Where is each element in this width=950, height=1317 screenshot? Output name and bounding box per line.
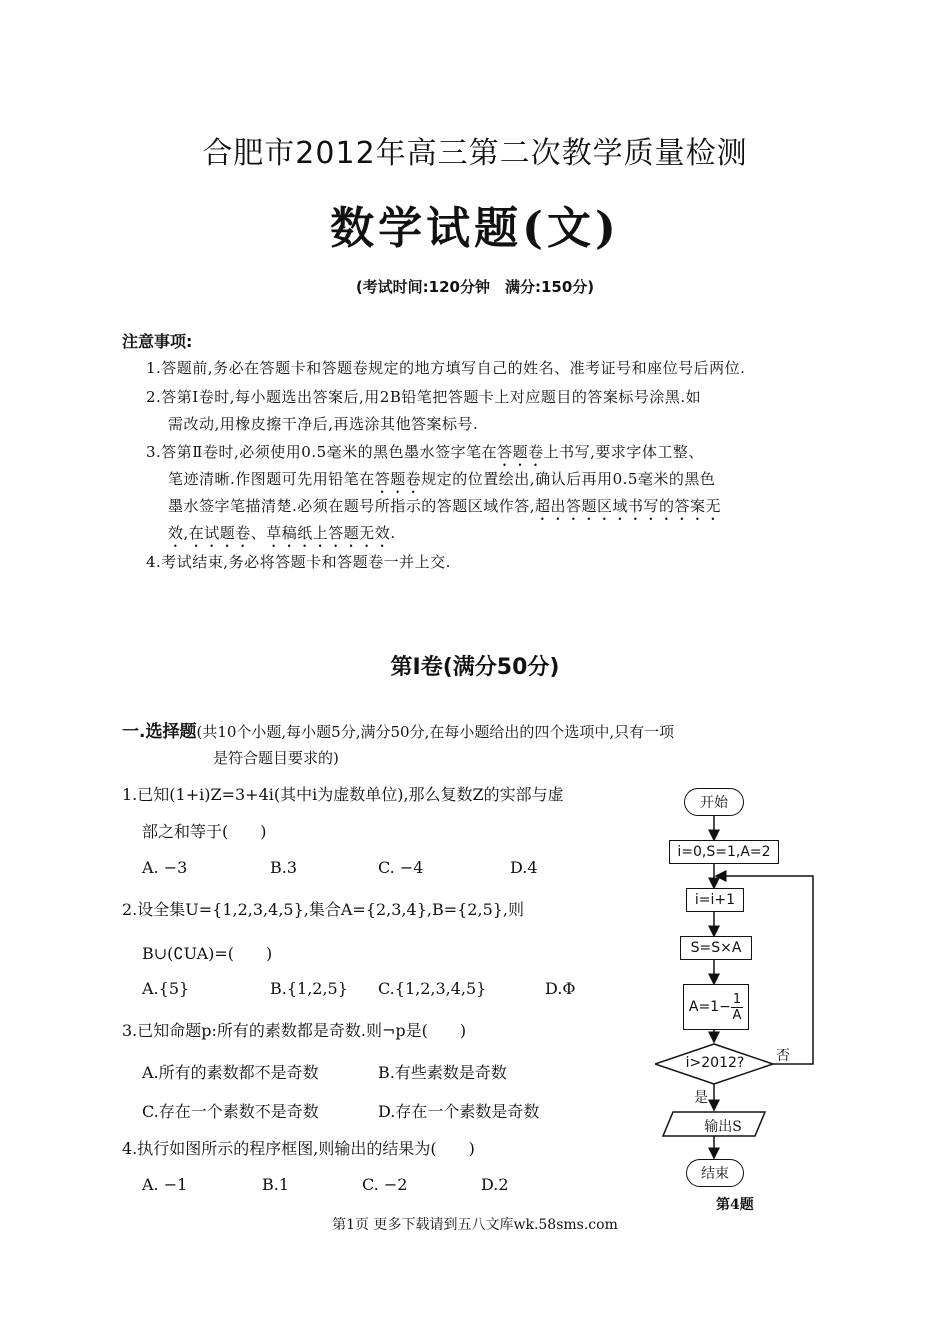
fraction xyxy=(731,992,743,1023)
flowchart-condition: i>2012? xyxy=(685,1055,745,1071)
part-heading: 一.选择题 xyxy=(122,722,197,742)
q4-option-a: A. −1 xyxy=(142,1175,188,1194)
section-title: 第Ⅰ卷(满分50分) xyxy=(390,655,560,680)
fraction-numerator: 1 xyxy=(732,991,742,1007)
notice-item-2-line1: 2.答第Ⅰ卷时,每小题选出答案后,用2B铅笔把答题卡上对应题目的答案标号涂黑.如 xyxy=(146,388,702,406)
question-2-line2: B∪(∁UA)=( ) xyxy=(142,944,273,963)
q3-option-a: A.所有的素数都不是奇数 xyxy=(142,1063,319,1082)
notice-text: 规定的位置绘出,确认后再用0.5毫米的黑色 xyxy=(421,470,716,488)
q4-option-d: D.2 xyxy=(481,1175,509,1194)
flowchart-start: 开始 xyxy=(684,788,744,816)
notice-heading: 注意事项: xyxy=(122,332,193,351)
q2-option-d: D.Φ xyxy=(545,979,576,998)
q4-option-c: C. −2 xyxy=(362,1175,408,1194)
question-2: 2.设全集U={1,2,3,4,5},集合A={2,3,4},B={2,5},则 xyxy=(122,900,525,919)
q1-option-a: A. −3 xyxy=(142,858,188,877)
emphasis-text: 超出答题区域书写的答案无 xyxy=(535,497,722,515)
q2-option-c: C.{1,2,3,4,5} xyxy=(378,979,487,998)
notice-text: , xyxy=(183,524,189,542)
part-heading-line xyxy=(122,717,674,742)
notice-item-3-line1 xyxy=(146,441,704,470)
notice-item-4: 4.考试结束,务必将答题卡和答题卷一并上交. xyxy=(146,553,451,571)
question-1: 1.已知(1+i)Z=3+4i(其中i为虚数单位),那么复数Z的实部与虚 xyxy=(122,785,564,804)
exam-info: (考试时间:120分钟 满分:150分) xyxy=(355,278,595,296)
part-desc-line2: 是符合题目要求的) xyxy=(213,749,339,767)
notice-text: 上书写,要求字体工整、 xyxy=(543,443,704,461)
q1-option-b: B.3 xyxy=(270,858,298,877)
emphasis-text: 在试题卷、草稿纸上答题无效 xyxy=(188,524,391,542)
question-1-line2: 部之和等于( ) xyxy=(142,822,267,841)
page-footer: 第1页 更多下载请到五八文库wk.58sms.com xyxy=(332,1217,618,1233)
exam-title: 合肥市2012年高三第二次教学质量检测 xyxy=(202,136,748,171)
emphasis-text: 效 xyxy=(168,524,184,542)
flowchart-step-multiply: S=S×A xyxy=(680,936,752,960)
flowchart-output: 输出S xyxy=(704,1119,742,1135)
figure-caption: 第4题 xyxy=(716,1197,754,1213)
q2-option-b: B.{1,2,5} xyxy=(270,979,348,998)
flowchart-end: 结束 xyxy=(686,1159,744,1187)
flowchart-yes-label: 是 xyxy=(694,1090,708,1106)
q1-option-c: C. −4 xyxy=(378,858,424,877)
notice-text: 3.答第Ⅱ卷时,必须使用0.5毫米的黑色墨水签字笔在 xyxy=(146,443,498,461)
q3-option-d: D.存在一个素数是奇数 xyxy=(378,1102,540,1121)
notice-text: . xyxy=(390,524,396,542)
emphasis-text: 答题卷 xyxy=(497,443,544,461)
q4-option-b: B.1 xyxy=(262,1175,290,1194)
notice-item-2-line2: 需改动,用橡皮擦干净后,再选涂其他答案标号. xyxy=(168,415,479,433)
notice-item-3-line3 xyxy=(168,495,721,524)
q2-option-a: A.{5} xyxy=(142,979,190,998)
notice-item-1: 1.答题前,务必在答题卡和答题卷规定的地方填写自己的姓名、准考证号和座位号后两位. xyxy=(146,359,746,377)
q3-option-c: C.存在一个素数不是奇数 xyxy=(142,1102,319,1121)
notice-text: 笔迹清晰.作图题可先用铅笔在 xyxy=(168,470,375,488)
question-4: 4.执行如图所示的程序框图,则输出的结果为( ) xyxy=(122,1139,475,1158)
flowchart-step-update-a xyxy=(683,984,749,1030)
flowchart-no-label: 否 xyxy=(776,1048,790,1064)
subject-title: 数学试题(文) xyxy=(330,203,620,254)
notice-item-3-line4 xyxy=(168,522,396,551)
fraction-denominator: A xyxy=(732,1007,742,1023)
flowchart-step-increment: i=i+1 xyxy=(686,888,744,912)
notice-text: 墨水签字笔描清楚.必须在题号所指示的答题区域作答, xyxy=(168,497,536,515)
q1-option-d: D.4 xyxy=(510,858,538,877)
flowchart-init: i=0,S=1,A=2 xyxy=(669,840,779,864)
question-3: 3.已知命题p:所有的素数都是奇数.则¬p是( ) xyxy=(122,1021,467,1040)
notice-item-3-line2 xyxy=(168,468,715,497)
q3-option-b: B.有些素数是奇数 xyxy=(378,1063,507,1082)
part-desc: (共10个小题,每小题5分,满分50分,在每小题给出的四个选项中,只有一项 xyxy=(196,723,675,741)
formula-prefix: A=1− xyxy=(688,999,731,1015)
emphasis-text: 答题卷 xyxy=(374,470,422,488)
